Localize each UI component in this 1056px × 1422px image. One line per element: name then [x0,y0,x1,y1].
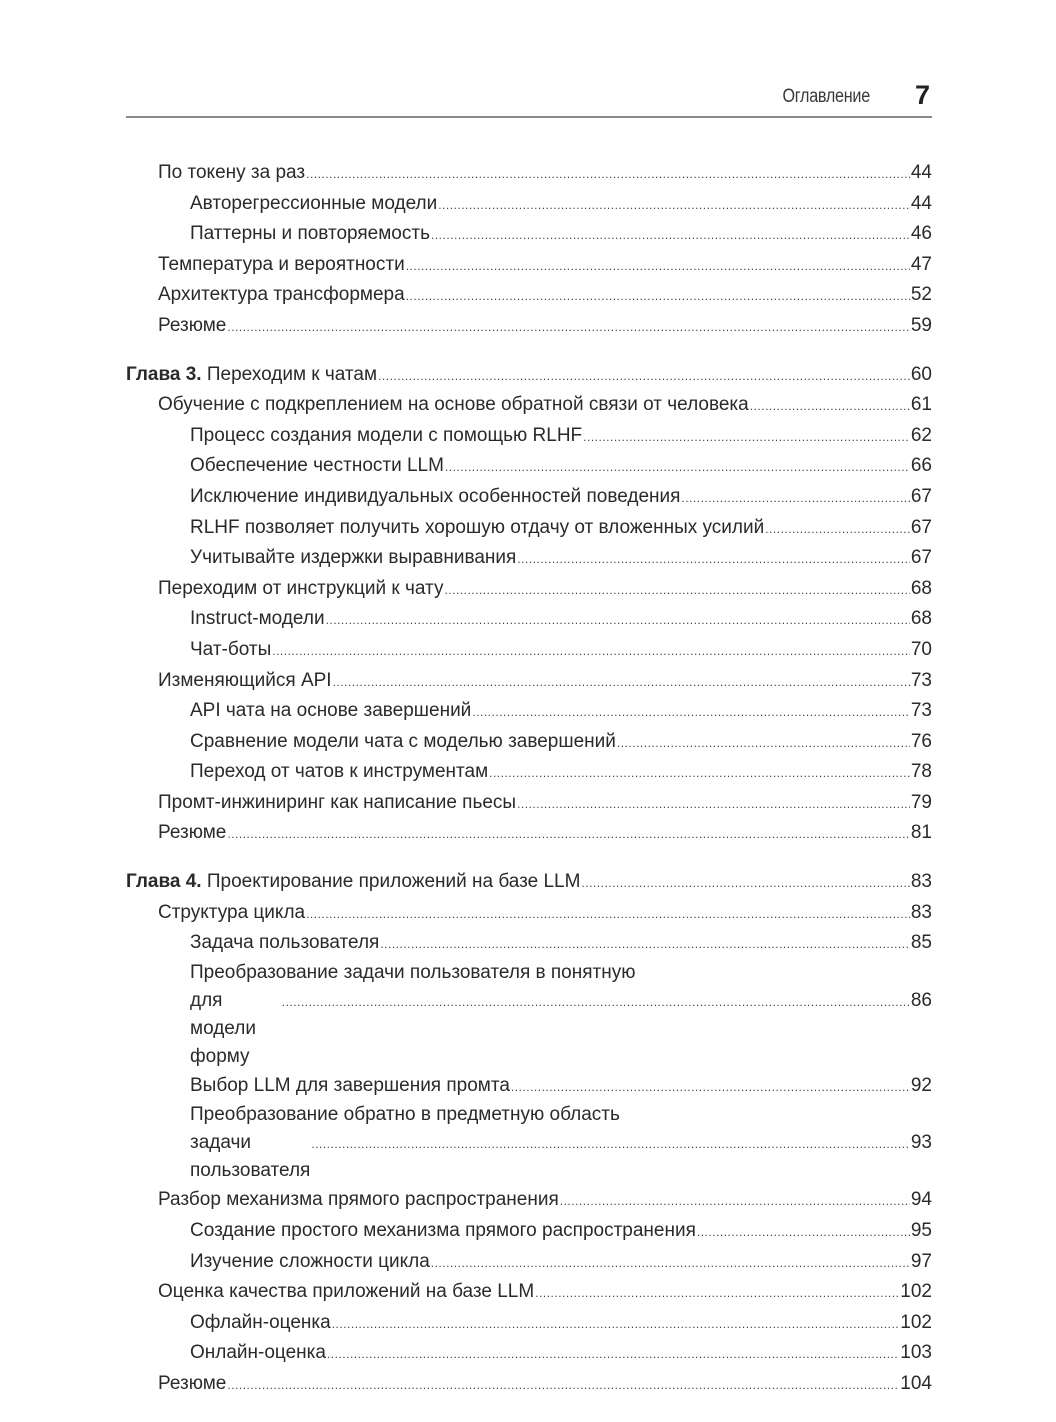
chapter-title: Переходим к чатам [206,363,378,385]
toc-entry[interactable]: Резюме ..... 81 [126,818,932,849]
toc-entry[interactable]: Процесс создания модели с помощью RLHF ..... 62 [126,421,932,452]
chapter-prefix: Глава 4. [126,871,202,893]
toc-entry[interactable]: Создание простого механизма прямого распространения ..... 95 [126,1216,932,1247]
toc-entry[interactable]: Преобразование задачи пользователя в понятную для модели форму ..... 86 [126,959,932,1071]
toc-entry[interactable]: Преобразование обратно в предметную область задачи пользователя ..... 93 [126,1101,932,1185]
leader-dots [406,281,910,312]
toc-entry[interactable]: API чата на основе завершений ..... 73 [126,696,932,727]
leader-dots [227,312,909,343]
leader-dots [517,789,910,820]
leader-dots [489,758,910,789]
leader-dots [438,190,910,221]
leader-dots [583,422,910,453]
leader-dots [406,251,910,282]
toc-entry[interactable]: Авторегрессионные модели ..... 44 [126,189,932,220]
header-title: Оглавление [782,86,870,107]
toc-entry[interactable]: Структура цикла ..... 83 [126,898,932,929]
toc-entry[interactable]: Обучение с подкреплением на основе обратной связи от человека ..... 61 [126,390,932,421]
toc-entry[interactable]: Разбор механизма прямого распространения ..... 94 [126,1185,932,1216]
toc-entry[interactable]: RLHF позволяет получить хорошую отдачу от вложенных усилий ..... 67 [126,513,932,544]
leader-dots [306,159,910,190]
running-header [126,78,932,118]
toc-entry[interactable]: Архитектура трансформера ..... 52 [126,280,932,311]
leader-dots [560,1186,910,1217]
toc-entry[interactable]: Паттерны и повторяемость ..... 46 [126,219,932,250]
leader-dots [697,1217,910,1248]
toc-entry[interactable]: Instruct-модели ..... 68 [126,604,932,635]
leader-dots [311,1130,910,1158]
toc-entry[interactable]: Учитывайте издержки выравнивания ..... 67 [126,543,932,574]
leader-dots [332,1309,900,1340]
leader-dots [431,220,910,251]
leader-dots [765,514,910,545]
chapter-title: Проектирование приложений на базе LLM [206,871,581,893]
toc-entry[interactable]: Исключение индивидуальных особенностей поведения ..... 67 [126,482,932,513]
leader-dots [445,452,910,483]
toc-entry[interactable]: Изменяющийся API ..... 73 [126,666,932,697]
leader-dots [333,667,910,698]
leader-dots [617,728,910,759]
toc-entry[interactable]: Температура и вероятности ..... 47 [126,250,932,281]
page-number: 7 [914,80,930,110]
toc-entry[interactable]: Переходим от инструкций к чату ..... 68 [126,574,932,605]
toc-entry[interactable]: Задача пользователя ..... 85 [126,928,932,959]
toc-entry[interactable]: Выбор LLM для завершения промта ..... 92 [126,1071,932,1102]
toc-entry[interactable]: Оценка качества приложений на базе LLM ..... 102 [126,1277,932,1308]
leader-dots [380,929,910,960]
leader-dots [282,988,910,1016]
toc-entry[interactable]: Переход от чатов к инструментам ..... 78 [126,757,932,788]
leader-dots [326,605,910,636]
leader-dots [306,899,910,930]
toc-entry[interactable]: Резюме ..... 104 [126,1369,932,1400]
leader-dots [227,1370,899,1401]
leader-dots [272,636,910,667]
leader-dots [227,819,909,850]
leader-dots [327,1339,899,1370]
toc-entry[interactable]: Резюме ..... 59 [126,311,932,342]
toc-entry[interactable]: Обеспечение честности LLM ..... 66 [126,451,932,482]
toc-entry[interactable]: Изучение сложности цикла ..... 97 [126,1247,932,1278]
leader-dots [444,575,909,606]
toc-entry[interactable]: Сравнение модели чата с моделью завершений ..... 76 [126,727,932,758]
leader-dots [431,1248,910,1279]
toc-entry[interactable]: Офлайн-оценка ..... 102 [126,1308,932,1339]
leader-dots [472,697,910,728]
chapter-prefix: Глава 3. [126,363,202,385]
leader-dots [581,868,909,899]
toc-entry[interactable]: Чат-боты ..... 70 [126,635,932,666]
toc-chapter-4[interactable]: Глава 4. Проектирование приложений на базе LLM ..... 83 [126,867,932,898]
toc-entry[interactable]: Онлайн-оценка ..... 103 [126,1338,932,1369]
leader-dots [378,361,910,392]
leader-dots [517,544,910,575]
toc-entry[interactable]: По токену за раз ..... 44 [126,158,932,189]
leader-dots [535,1278,899,1309]
toc-chapter-3[interactable]: Глава 3. Переходим к чатам ..... 60 [126,360,932,391]
leader-dots [511,1072,910,1103]
table-of-contents [126,158,932,1400]
toc-entry[interactable]: Промт-инжиниринг как написание пьесы ..... 79 [126,788,932,819]
leader-dots [681,483,909,514]
leader-dots [750,391,910,422]
